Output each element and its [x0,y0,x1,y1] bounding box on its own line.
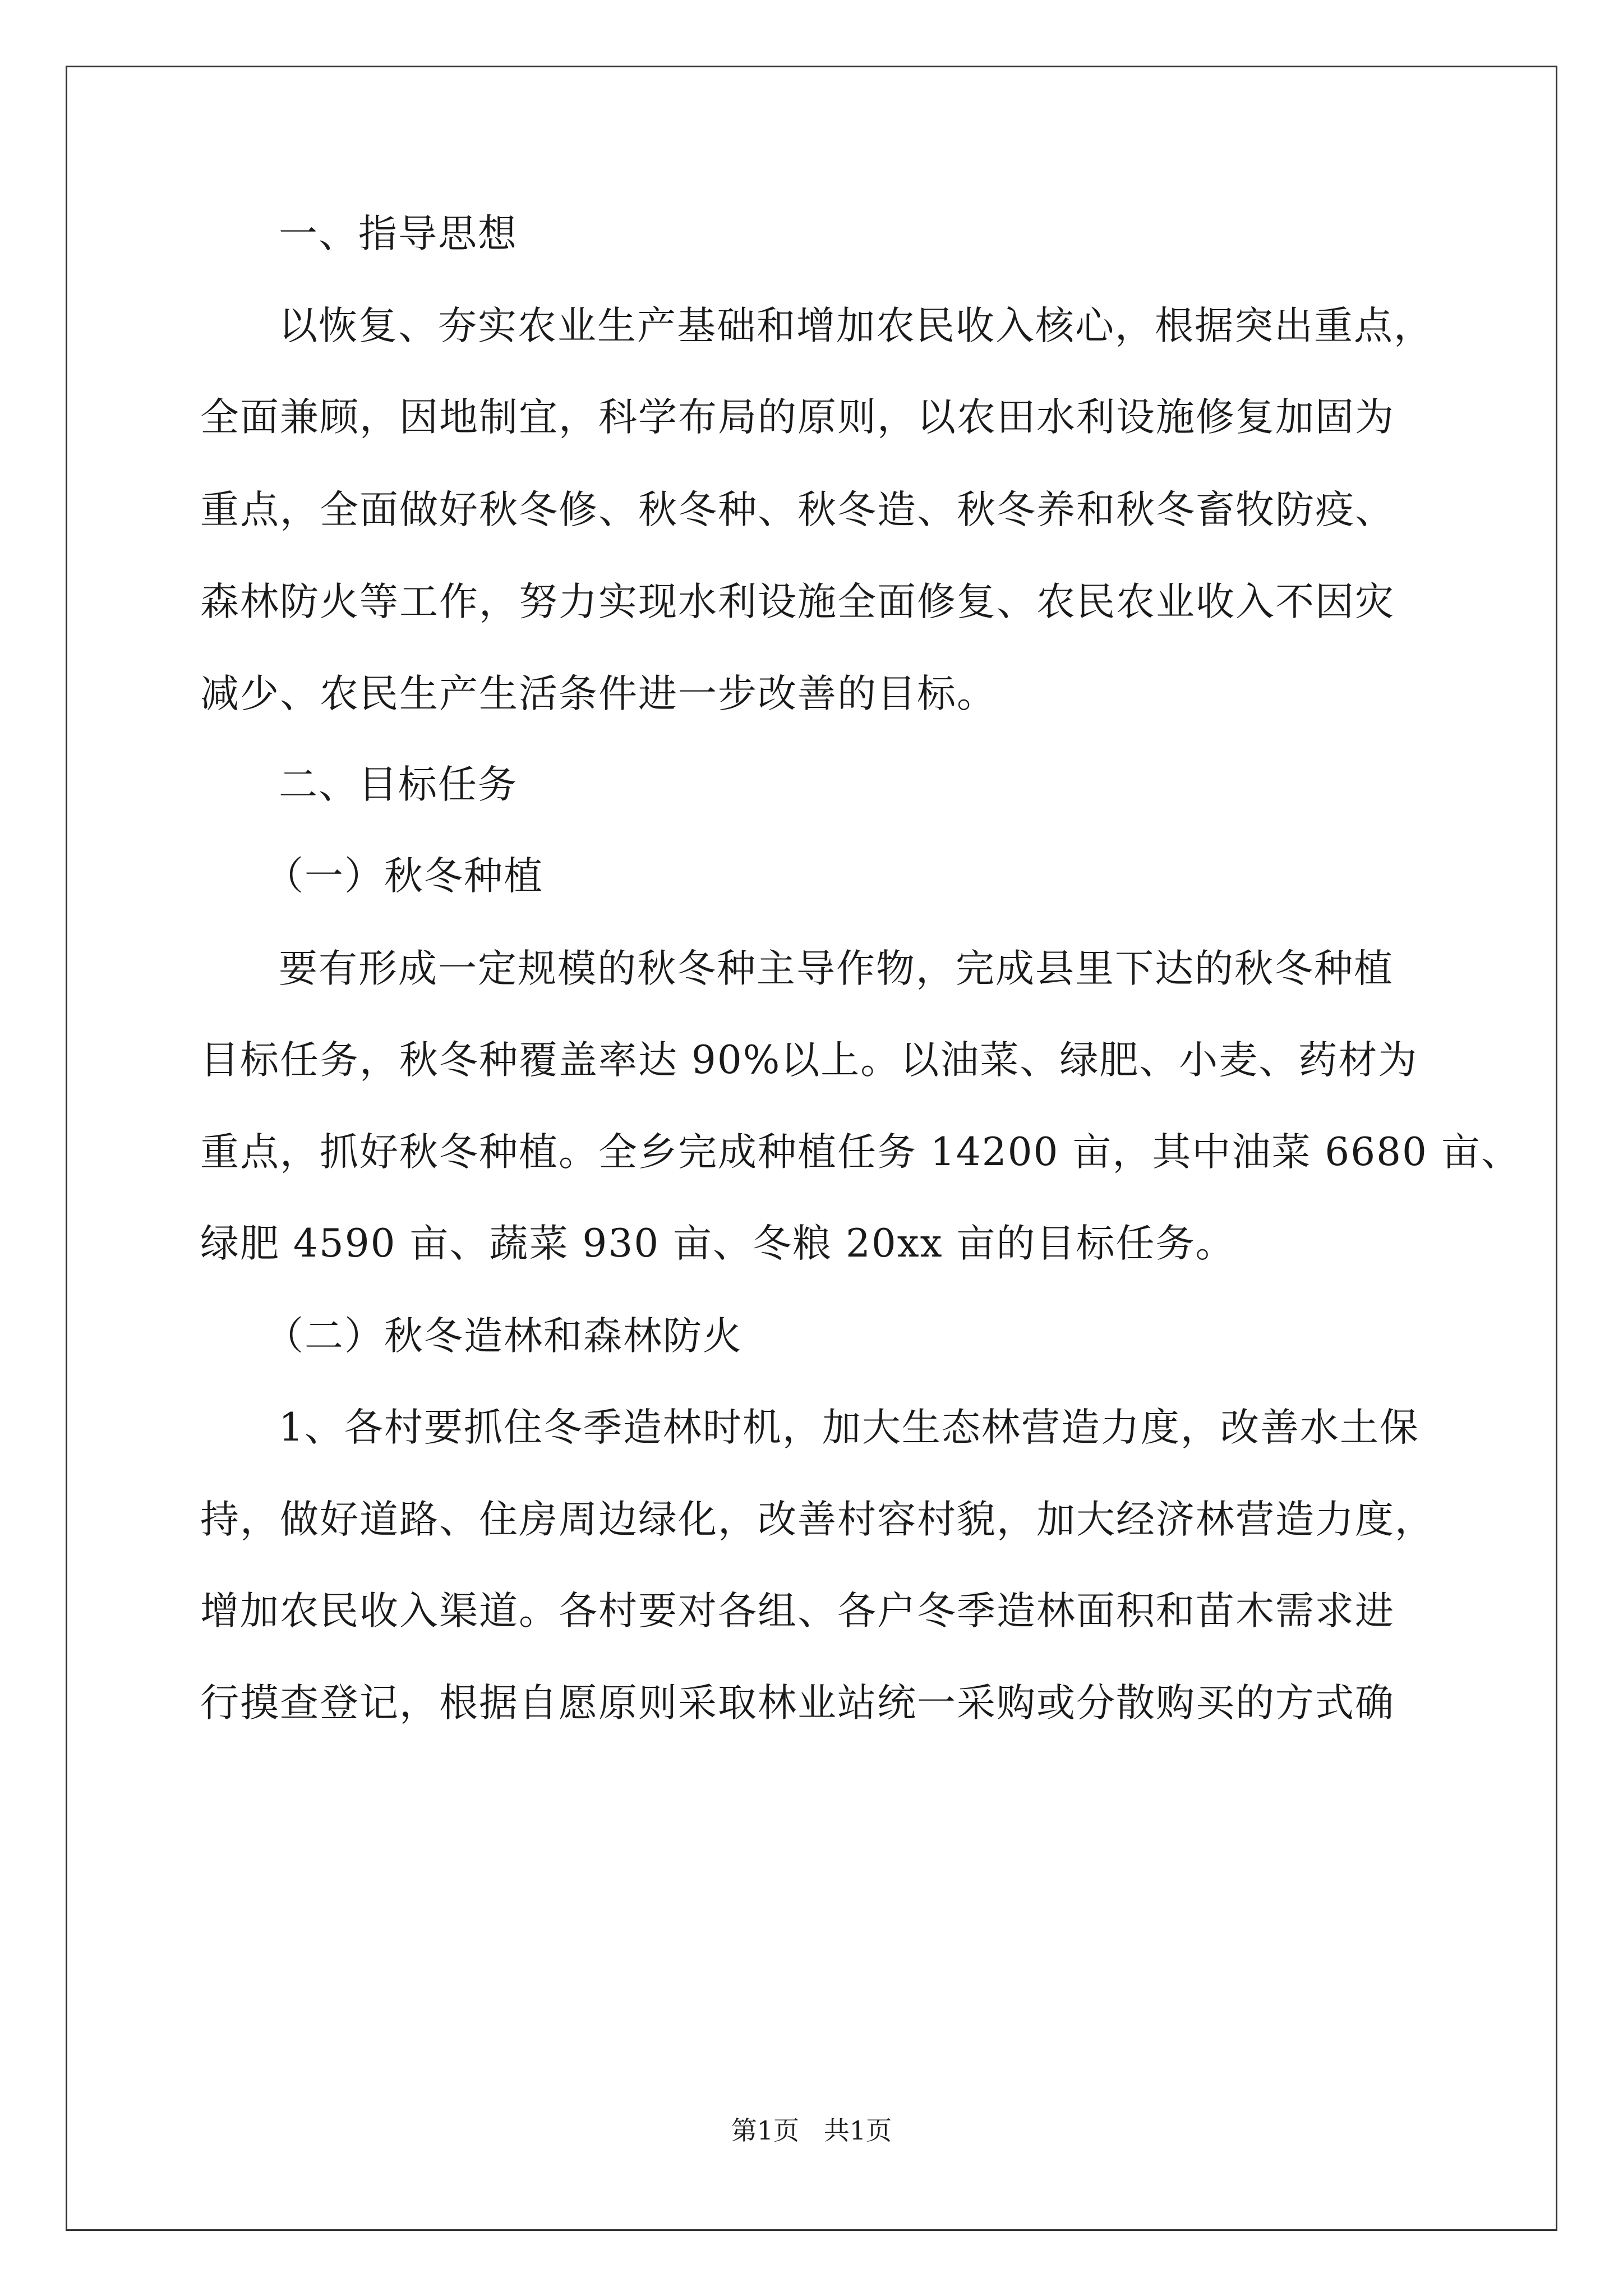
paragraph-line: 重点，全面做好秋冬修、秋冬种、秋冬造、秋冬养和秋冬畜牧防疫、 [200,487,1395,532]
paragraph-line: 行摸查登记，根据自愿原则采取林业站统一采购或分散购买的方式确 [200,1681,1395,1726]
paragraph-line: 1、各村要抓住冬季造林时机，加大生态林营造力度，改善水土保 [279,1405,1419,1450]
paragraph-line: 森林防火等工作，努力实现水利设施全面修复、农民农业收入不因灾 [200,579,1395,624]
heading-targets-tasks: 二、目标任务 [279,762,518,807]
paragraph-line: 减少、农民生产生活条件进一步改善的目标。 [200,671,997,716]
paragraph-line: 全面兼顾，因地制宜，科学布局的原则，以农田水利设施修复加固为 [200,395,1395,440]
paragraph-line: 绿肥 4590 亩、蔬菜 930 亩、冬粮 20xx 亩的目标任务。 [200,1221,1235,1266]
paragraph-line: 以恢复、夯实农业生产基础和增加农民收入核心，根据突出重点， [279,303,1433,348]
page-number-footer: 第1页 共1页 [731,2115,892,2146]
paragraph-line: 持，做好道路、住房周边绿化，改善村容村貌，加大经济林营造力度， [200,1497,1435,1542]
paragraph-line: 目标任务，秋冬种覆盖率达 90%以上。以油菜、绿肥、小麦、药材为 [200,1038,1418,1083]
subheading-afforestation-fire-prevention: （二）秋冬造林和森林防火 [265,1314,743,1359]
paragraph-line: 重点，抓好秋冬种植。全乡完成种植任务 14200 亩，其中油菜 6680 亩、 [200,1130,1521,1175]
subheading-autumn-winter-planting: （一）秋冬种植 [265,854,543,899]
paragraph-line: 增加农民收入渠道。各村要对各组、各户冬季造林面积和苗木需求进 [200,1589,1395,1634]
paragraph-line: 要有形成一定规模的秋冬种主导作物，完成县里下达的秋冬种植 [279,946,1394,991]
heading-guiding-ideology: 一、指导思想 [279,211,518,256]
